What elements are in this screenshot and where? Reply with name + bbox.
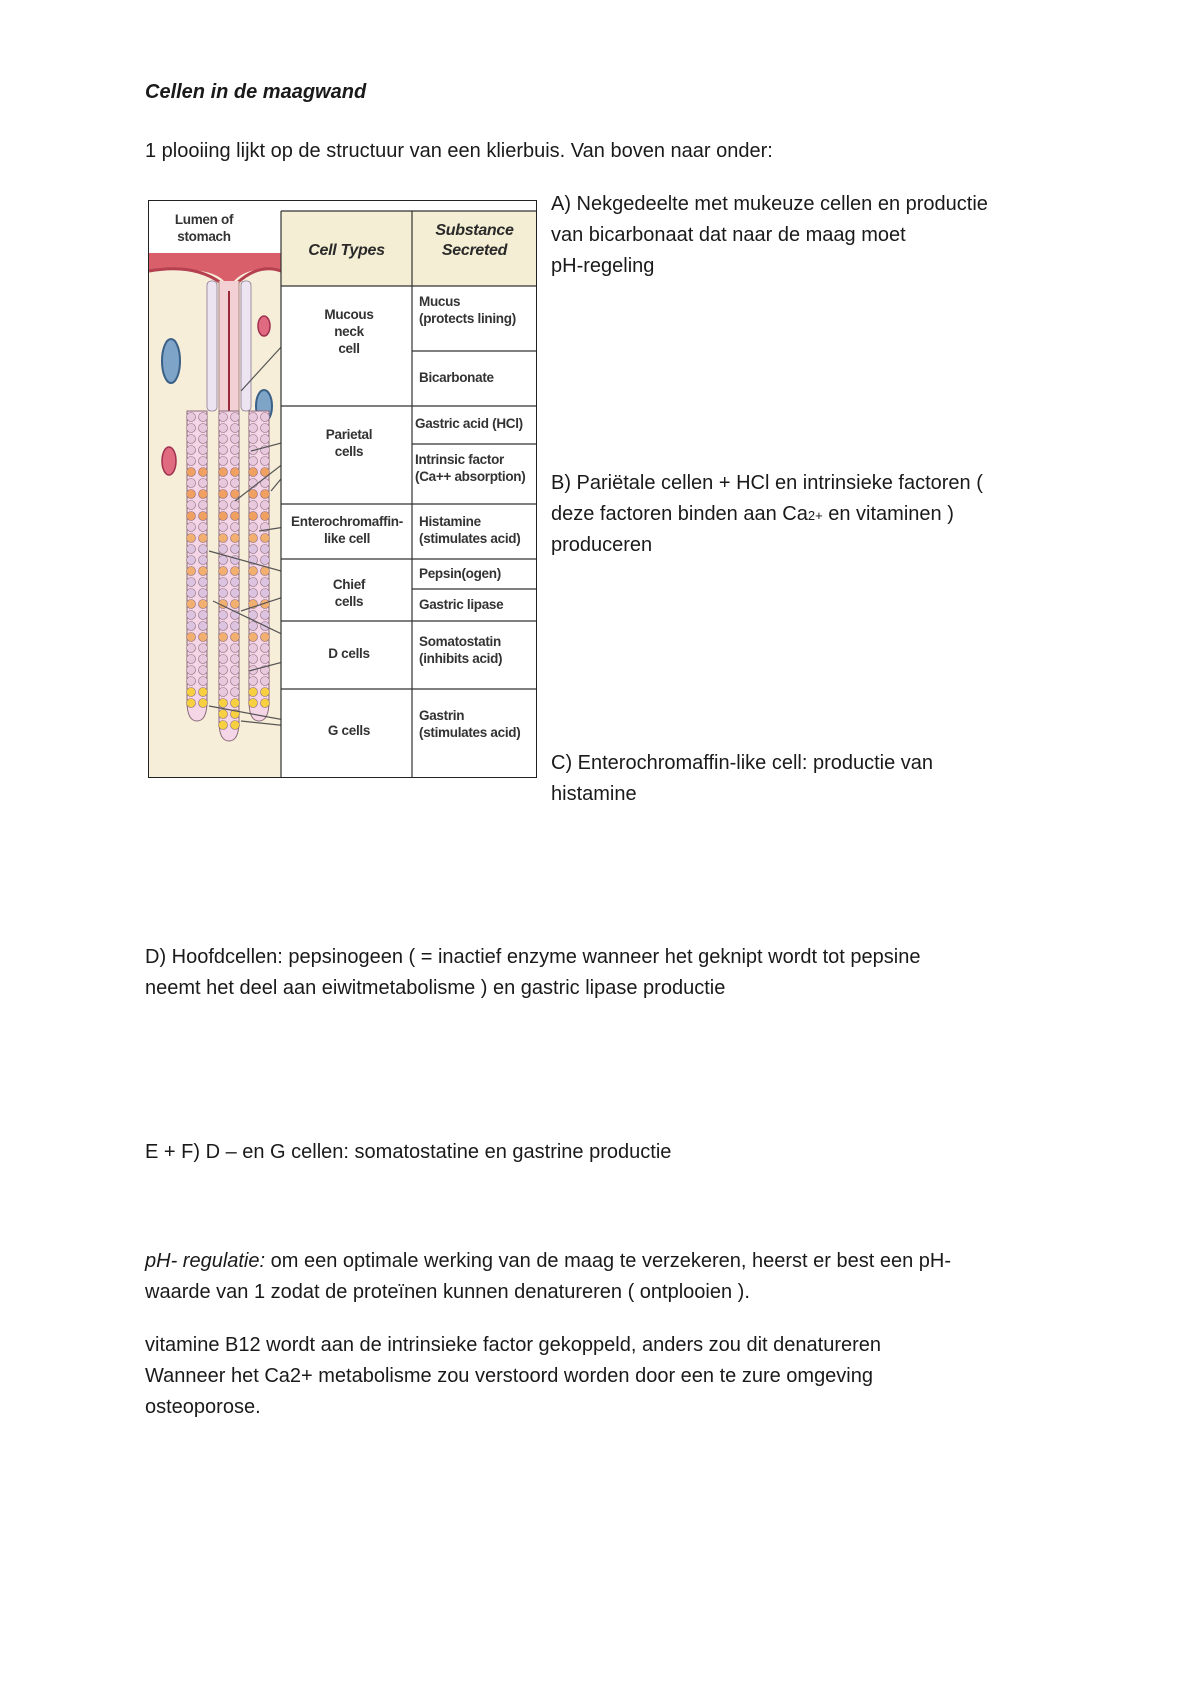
b12-line3: osteoporose. (145, 1396, 261, 1418)
substance-mucus: Mucus (protects lining) (419, 294, 516, 326)
gland-cell (231, 523, 240, 532)
substance-gastrin: Gastrin (stimulates acid) (419, 708, 521, 740)
gland-cell (199, 490, 208, 499)
b12-line2: Wanneer het Ca2+ metabolisme zou verstoord worden door een te zure omgeving (145, 1365, 873, 1387)
gland-cell (187, 435, 196, 444)
gland-cell (231, 699, 240, 708)
gland-cell (249, 622, 258, 631)
gland-cell (219, 677, 228, 686)
gastric-gland-figure (148, 200, 537, 778)
gland-cell (261, 501, 270, 510)
gland-cell (231, 622, 240, 631)
gland-cell (199, 633, 208, 642)
gland-cell (261, 699, 270, 708)
item-b-line2-sub: 2+ (807, 508, 823, 523)
cell-label-d: D cells (328, 646, 370, 661)
gland-cell (187, 457, 196, 466)
intro-text: 1 plooiing lijkt op de structuur van een klierbuis. Van boven naar onder: (145, 140, 773, 162)
gland-cell (261, 688, 270, 697)
gland-cell (199, 556, 208, 565)
gland-cell (199, 611, 208, 620)
gland-cell (261, 435, 270, 444)
gland-cell (231, 633, 240, 642)
gland-cell (219, 633, 228, 642)
gland-cell (187, 512, 196, 521)
gland-cell (219, 721, 228, 730)
gland-cell (219, 424, 228, 433)
gland-cell (219, 512, 228, 521)
gastric-gland-illustration (149, 201, 536, 777)
gland-cell (199, 534, 208, 543)
gland-cell (249, 501, 258, 510)
gland-cell (199, 677, 208, 686)
substance-histamine: Histamine (stimulates acid) (419, 514, 521, 546)
gland-cell (231, 534, 240, 543)
gland-cell (187, 446, 196, 455)
gland-cell (249, 545, 258, 554)
gland-cell (231, 479, 240, 488)
gland-cell (231, 413, 240, 422)
gland-cell (249, 468, 258, 477)
gland-cell (261, 413, 270, 422)
gland-cell (187, 479, 196, 488)
gland-cell (219, 534, 228, 543)
gland-cell (231, 655, 240, 664)
gland-cell (249, 644, 258, 653)
gland-cell (249, 523, 258, 532)
gland-cell (249, 578, 258, 587)
item-b-line2-post: en vitaminen ) (822, 503, 954, 525)
gland-cell (199, 589, 208, 598)
gland-cell (249, 479, 258, 488)
item-d-line2: neemt het deel aan eiwitmetabolisme ) en gastric lipase productie (145, 977, 726, 999)
gland-cell (187, 501, 196, 510)
page-title: Cellen in de maagwand (145, 81, 367, 103)
gland-cell (219, 545, 228, 554)
gland-cell (249, 567, 258, 576)
col-header-cell-types: Cell Types (308, 242, 385, 259)
gland-cell (249, 435, 258, 444)
gland-cell (199, 468, 208, 477)
substance-pepsin: Pepsin(ogen) (419, 566, 501, 581)
gland-cell (261, 655, 270, 664)
gland-cell (199, 578, 208, 587)
gland-cell (219, 501, 228, 510)
gland-cell (231, 677, 240, 686)
lumen-label: Lumen of stomach (174, 212, 234, 244)
gland-cell (187, 688, 196, 697)
item-a-line3: pH-regeling (551, 255, 655, 277)
ph-label: pH- regulatie: (145, 1250, 266, 1272)
gland-cell (231, 446, 240, 455)
gland-cell (187, 677, 196, 686)
gland-cell (199, 479, 208, 488)
gland-cell (231, 666, 240, 675)
gland-cell (249, 699, 258, 708)
gland-cell (231, 424, 240, 433)
gland-cell (187, 490, 196, 499)
gland-cell (219, 578, 228, 587)
gland-cell (249, 633, 258, 642)
gland-cell (199, 413, 208, 422)
cell-label-parietal: Parietal cells (325, 427, 373, 459)
gland-cell (231, 589, 240, 598)
gland-cell (187, 633, 196, 642)
gland-cell (187, 424, 196, 433)
gland-cell (199, 545, 208, 554)
gland-cell (199, 666, 208, 675)
cell-label-chief: Chief cells (332, 577, 366, 609)
gland-cell (199, 512, 208, 521)
col-header-substance: Substance Secreted (435, 222, 514, 259)
gland-cell (249, 589, 258, 598)
gland-cell (249, 457, 258, 466)
item-a-line2: van bicarbonaat dat naar de maag moet (551, 224, 906, 246)
gland-cell (187, 666, 196, 675)
gland-cell (249, 512, 258, 521)
gland-cell (219, 457, 228, 466)
gland-cell (187, 413, 196, 422)
gland-cell (219, 622, 228, 631)
gland-cell (219, 490, 228, 499)
gland-cell (249, 655, 258, 664)
gland-cell (187, 523, 196, 532)
gland-cell (261, 633, 270, 642)
gland-cell (261, 644, 270, 653)
gland-cell (187, 589, 196, 598)
ph-line1 (145, 1246, 951, 1277)
gland-cell (249, 413, 258, 422)
gland-cell (219, 435, 228, 444)
gland-cell (219, 655, 228, 664)
gland-cell (261, 556, 270, 565)
substance-somatostatin: Somatostatin (inhibits acid) (419, 634, 503, 666)
gland-cell (231, 600, 240, 609)
gland-cell (219, 666, 228, 675)
gland-cell (261, 545, 270, 554)
gland-cell (231, 457, 240, 466)
gland-cell (187, 644, 196, 653)
gland-cell (231, 490, 240, 499)
gland-cell (219, 567, 228, 576)
item-b-line2 (551, 499, 954, 531)
gland-cell (219, 446, 228, 455)
gland-cell (261, 424, 270, 433)
cell-label-mucous: Mucous neck cell (324, 307, 374, 356)
gland-cell (219, 644, 228, 653)
item-ef: E + F) D – en G cellen: somatostatine en gastrine productie (145, 1141, 672, 1163)
gland-cell (199, 446, 208, 455)
gland-cell (231, 578, 240, 587)
ph-line2: waarde van 1 zodat de proteïnen kunnen denatureren ( ontplooien ). (145, 1281, 750, 1303)
gland-cell (219, 589, 228, 598)
gland-cell (231, 567, 240, 576)
gland-cell (231, 468, 240, 477)
gland-cell (219, 556, 228, 565)
gland-cell (199, 600, 208, 609)
substance-lipase: Gastric lipase (419, 597, 504, 612)
gland-cell (231, 721, 240, 730)
substance-bicarbonate: Bicarbonate (419, 370, 494, 385)
gland-cell (261, 589, 270, 598)
gland-cell (261, 490, 270, 499)
gland-cell (187, 622, 196, 631)
gland-cell (231, 644, 240, 653)
gland-cell (249, 534, 258, 543)
item-b-line1: B) Pariëtale cellen + HCl en intrinsieke factoren ( (551, 472, 983, 494)
gland-cell (187, 611, 196, 620)
gland-cell (261, 677, 270, 686)
gland-cell (219, 523, 228, 532)
gland-cell (219, 413, 228, 422)
gland-cell (187, 534, 196, 543)
gland-cell (199, 523, 208, 532)
gland-cell (249, 424, 258, 433)
gland-cell (219, 710, 228, 719)
gland-cell (187, 567, 196, 576)
gland-cell (199, 567, 208, 576)
gland-cell (231, 435, 240, 444)
gland-cell (219, 699, 228, 708)
gland-cell (187, 556, 196, 565)
item-d-line1: D) Hoofdcellen: pepsinogeen ( = inactief enzyme wanneer het geknipt wordt tot pepsine (145, 946, 921, 968)
item-a-line1: A) Nekgedeelte met mukeuze cellen en productie (551, 193, 988, 215)
cell-label-ecl: Enterochromaffin- like cell (291, 514, 403, 546)
gland-cell (219, 468, 228, 477)
item-c-line1: C) Enterochromaffin-like cell: productie van (551, 752, 934, 774)
gland-cell (187, 600, 196, 609)
gland-cell (231, 688, 240, 697)
substance-gastric-acid: Gastric acid (HCl) (415, 416, 523, 431)
gland-cell (187, 545, 196, 554)
ph-line1-rest: om een optimale werking van de maag te verzekeren, heerst er best een pH- (265, 1250, 951, 1272)
gland-cell (231, 545, 240, 554)
gland-cell (219, 479, 228, 488)
b12-line1: vitamine B12 wordt aan de intrinsieke factor gekoppeld, anders zou dit denatureren (145, 1334, 882, 1356)
gland-cell (261, 578, 270, 587)
gland-cell (219, 611, 228, 620)
gland-cell (187, 578, 196, 587)
gland-cell (249, 490, 258, 499)
gland-cell (199, 457, 208, 466)
gland-cell (261, 457, 270, 466)
gland-cell (199, 644, 208, 653)
gland-cell (199, 699, 208, 708)
gland-cell (187, 699, 196, 708)
gland-cell (249, 688, 258, 697)
gland-cell (231, 512, 240, 521)
gland-cell (261, 534, 270, 543)
gland-cell (261, 512, 270, 521)
gland-cell (199, 622, 208, 631)
item-c-line2: histamine (551, 783, 637, 805)
cell-label-g: G cells (327, 723, 371, 738)
gland-cell (199, 435, 208, 444)
gland-cell (199, 424, 208, 433)
substance-intrinsic-factor: Intrinsic factor (Ca++ absorption) (415, 452, 526, 484)
gland-cell (187, 468, 196, 477)
gland-cell (199, 501, 208, 510)
gland-cell (249, 677, 258, 686)
gland-cell (231, 501, 240, 510)
item-b-line2-pre: deze factoren binden aan Ca (551, 503, 808, 525)
gland-cell (199, 688, 208, 697)
gland-cell (219, 688, 228, 697)
gland-cell (199, 655, 208, 664)
item-b-line3: produceren (551, 534, 653, 556)
gland-cell (261, 611, 270, 620)
gland-cell (187, 655, 196, 664)
